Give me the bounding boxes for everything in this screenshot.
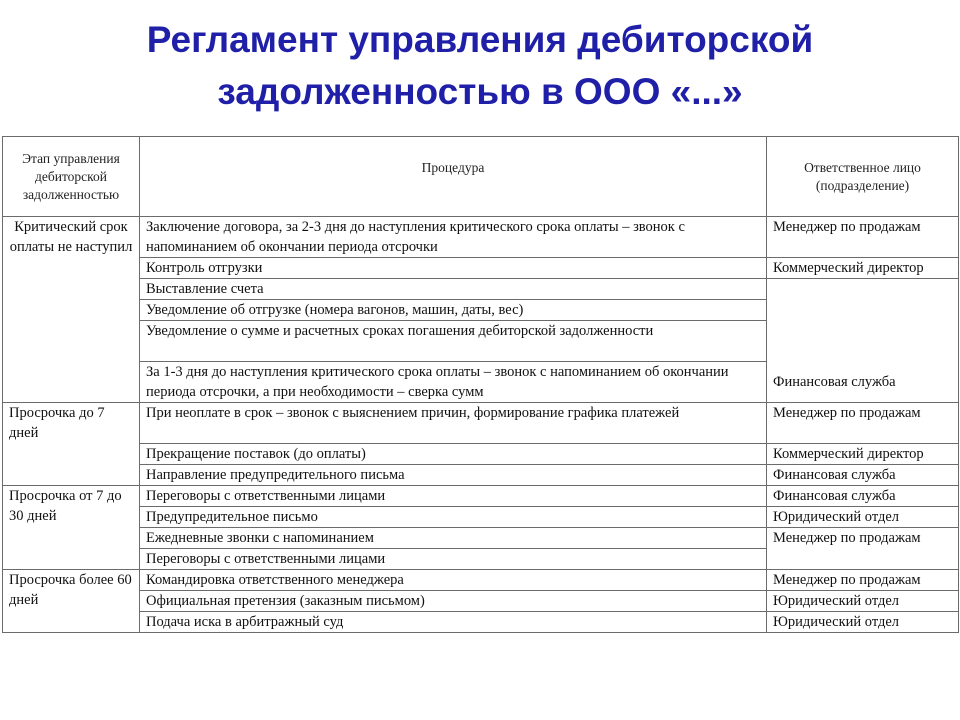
procedure-cell: Направление предупредительного письма bbox=[140, 465, 767, 486]
procedure-cell: За 1-3 дня до наступления критического срока оплаты – звонок с напоминанием об окончании периода отсрочки, а при необходимости – сверка сумм bbox=[140, 362, 767, 403]
header-procedure: Процедура bbox=[140, 137, 767, 217]
table-row bbox=[3, 444, 959, 465]
procedure-cell: Переговоры с ответственными лицами bbox=[140, 549, 767, 570]
procedure-cell: Уведомление об отгрузке (номера вагонов, машин, даты, вес) bbox=[140, 300, 767, 321]
table-row bbox=[3, 217, 959, 258]
procedure-cell: Прекращение поставок (до оплаты) bbox=[140, 444, 767, 465]
responsible-cell: Финансовая служба bbox=[767, 279, 959, 403]
responsible-cell: Юридический отдел bbox=[767, 612, 959, 633]
procedure-cell: Заключение договора, за 2-3 дня до наступления критического срока оплаты – звонок с напоминанием об окончании периода отсрочки bbox=[140, 217, 767, 258]
responsible-cell: Коммерческий директор bbox=[767, 444, 959, 465]
responsible-cell: Финансовая служба bbox=[767, 486, 959, 507]
table-row bbox=[3, 591, 959, 612]
responsible-cell: Менеджер по продажам bbox=[767, 403, 959, 444]
table-row bbox=[3, 279, 959, 300]
stage-cell: Просрочка от 7 до 30 дней bbox=[3, 486, 140, 570]
responsible-cell: Менеджер по продажам bbox=[767, 528, 959, 570]
procedure-cell: Подача иска в арбитражный суд bbox=[140, 612, 767, 633]
table-row bbox=[3, 507, 959, 528]
header-row bbox=[3, 137, 959, 217]
stage-cell: Просрочка до 7 дней bbox=[3, 403, 140, 486]
procedure-cell: Уведомление о сумме и расчетных сроках погашения дебиторской задолженности bbox=[140, 321, 767, 362]
stage-cell: Просрочка более 60 дней bbox=[3, 570, 140, 633]
regulation-table bbox=[2, 136, 959, 633]
responsible-cell: Менеджер по продажам bbox=[767, 217, 959, 258]
responsible-cell: Юридический отдел bbox=[767, 591, 959, 612]
stage-cell: Критический срок оплаты не наступил bbox=[3, 217, 140, 403]
responsible-cell: Юридический отдел bbox=[767, 507, 959, 528]
table-row bbox=[3, 612, 959, 633]
procedure-cell: Официальная претензия (заказным письмом) bbox=[140, 591, 767, 612]
responsible-cell: Коммерческий директор bbox=[767, 258, 959, 279]
responsible-cell: Финансовая служба bbox=[767, 465, 959, 486]
header-stage: Этап управления дебиторской задолженностью bbox=[3, 137, 140, 217]
procedure-cell: Выставление счета bbox=[140, 279, 767, 300]
table-row bbox=[3, 486, 959, 507]
procedure-cell: Ежедневные звонки с напоминанием bbox=[140, 528, 767, 549]
table-row bbox=[3, 570, 959, 591]
title-line-2: задолженностью в ООО «...» bbox=[217, 71, 743, 112]
page-title bbox=[0, 14, 960, 118]
title-line-1: Регламент управления дебиторской bbox=[146, 19, 814, 60]
table-row bbox=[3, 465, 959, 486]
procedure-cell: Предупредительное письмо bbox=[140, 507, 767, 528]
procedure-cell: Командировка ответственного менеджера bbox=[140, 570, 767, 591]
table-row bbox=[3, 258, 959, 279]
procedure-cell: При неоплате в срок – звонок с выяснением причин, формирование графика платежей bbox=[140, 403, 767, 444]
header-responsible: Ответственное лицо (подразделение) bbox=[767, 137, 959, 217]
table-row bbox=[3, 403, 959, 444]
procedure-cell: Переговоры с ответственными лицами bbox=[140, 486, 767, 507]
table-row bbox=[3, 528, 959, 549]
procedure-cell: Контроль отгрузки bbox=[140, 258, 767, 279]
responsible-cell: Менеджер по продажам bbox=[767, 570, 959, 591]
